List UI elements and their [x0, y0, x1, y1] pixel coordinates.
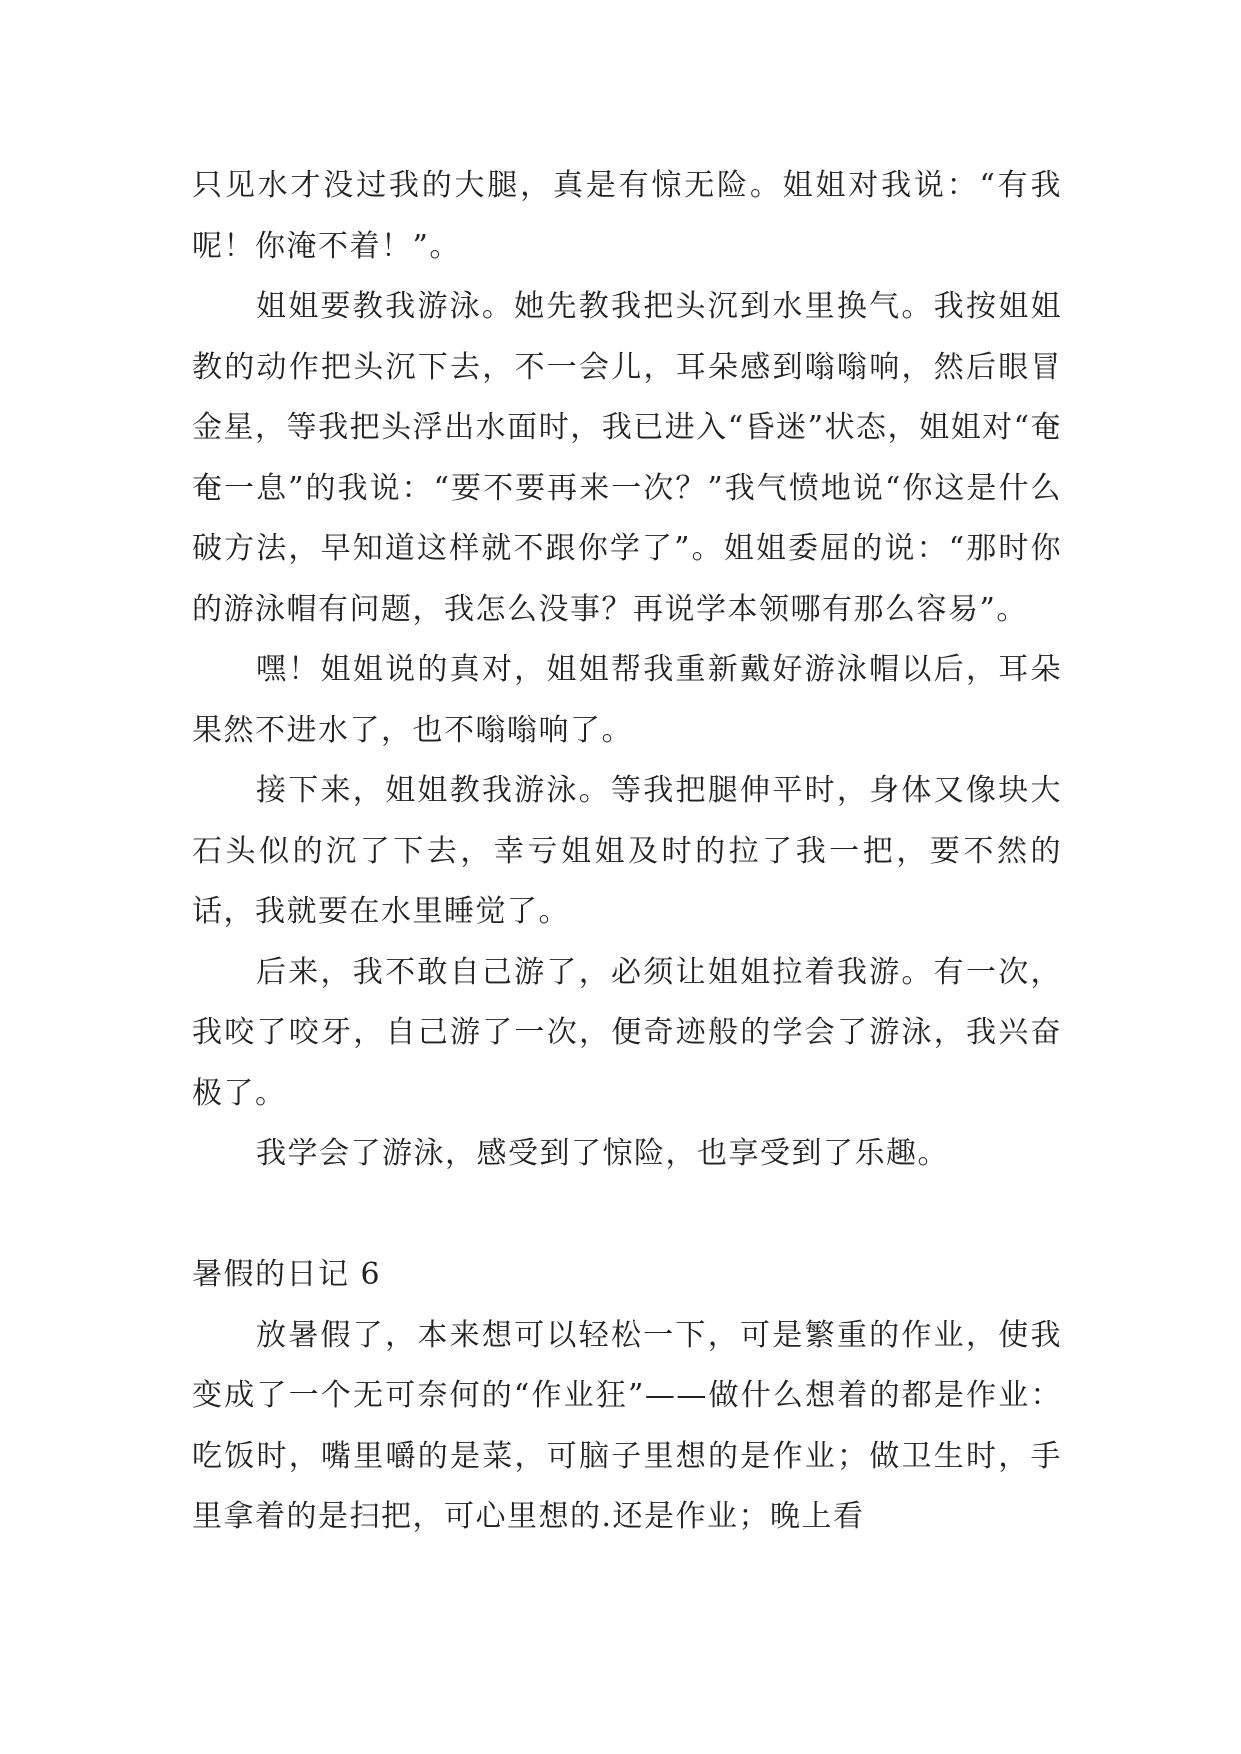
paragraph: 接下来，姐姐教我游泳。等我把腿伸平时，身体又像块大石头似的沉了下去，幸亏姐姐及时的拉了我一把，要不然的话，我就要在水里睡觉了。	[192, 773, 1062, 929]
section-title: 暑假的日记 6	[192, 1257, 382, 1292]
document-body	[192, 156, 1062, 1548]
paragraph: 我学会了游泳，感受到了惊险，也享受到了乐趣。	[256, 1136, 949, 1171]
paragraph: 姐姐要教我游泳。她先教我把头沉到水里换气。我按姐姐教的动作把头沉下去，不一会儿，耳朵感到嗡嗡响，然后眼冒金星，等我把头浮出水面时，我已进入“昏迷”状态，姐姐对“奄奄一息”的我说：“要不要再来一次？”我气愤地说“你这是什么破方法，早知道这样就不跟你学了”。姐姐委屈的说：“那时你的游泳帽有问题，我怎么没事？再说学本领哪有那么容易”。	[192, 289, 1062, 627]
paragraph: 嘿！姐姐说的真对，姐姐帮我重新戴好游泳帽以后，耳朵果然不进水了，也不嗡嗡响了。	[192, 652, 1062, 748]
paragraph: 只见水才没过我的大腿，真是有惊无险。姐姐对我说：“有我呢！你淹不着！”。	[192, 168, 1062, 264]
paragraph: 后来，我不敢自己游了，必须让姐姐拉着我游。有一次，我咬了咬牙，自己游了一次，便奇迹般的学会了游泳，我兴奋极了。	[192, 954, 1062, 1111]
paragraph: 放暑假了，本来想可以轻松一下，可是繁重的作业，使我变成了一个无可奈何的“作业狂”——做什么想着的都是作业：吃饭时，嘴里嚼的是菜，可脑子里想的是作业；做卫生时，手里拿着的是扫把，可心里想的.还是作业；晚上看	[192, 1317, 1062, 1534]
